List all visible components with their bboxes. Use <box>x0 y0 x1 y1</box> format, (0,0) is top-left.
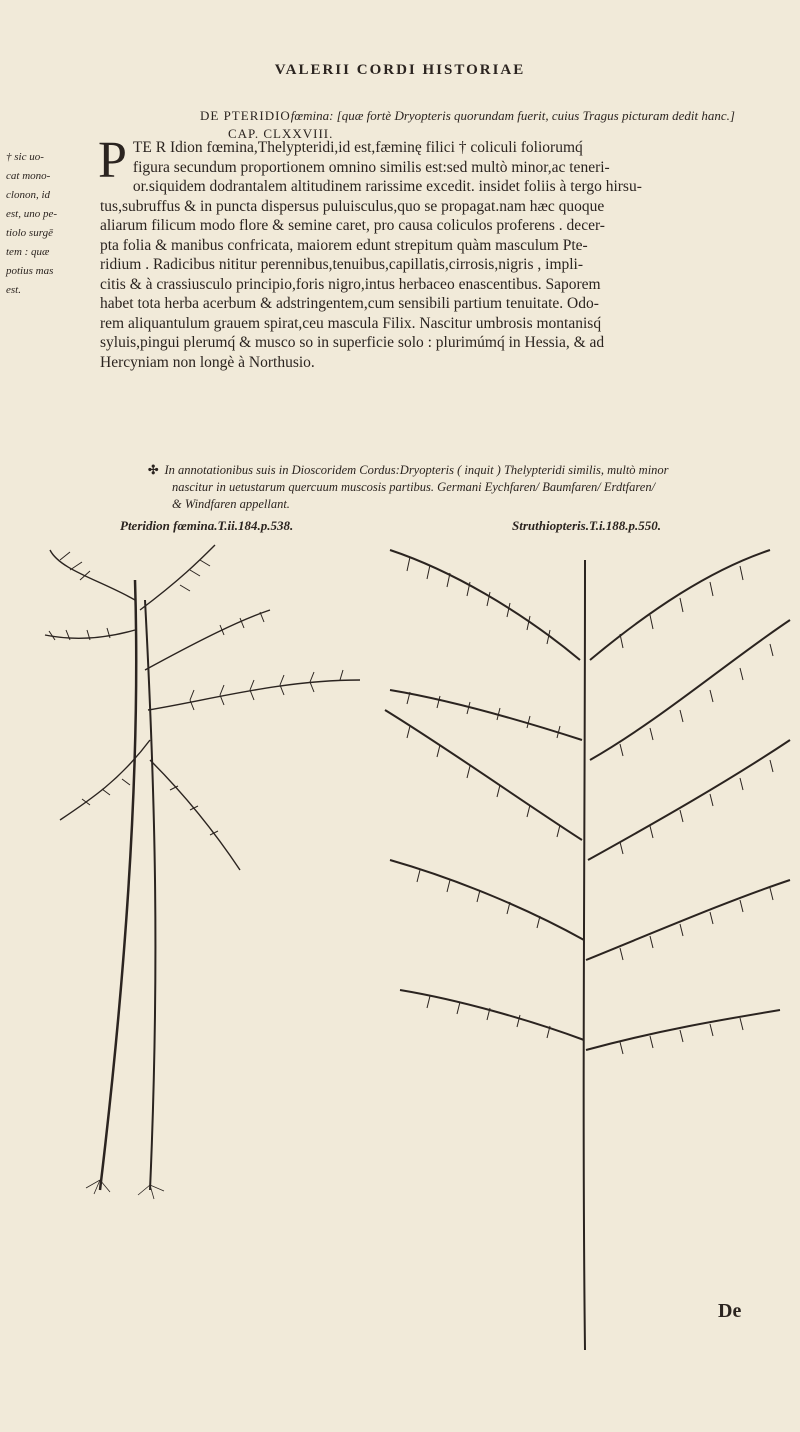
annotation-line: & Windfaren appellant. <box>172 497 290 511</box>
annotation <box>148 462 792 513</box>
margin-note-line: tem : quæ <box>6 246 50 258</box>
annotation-text: In annotationibus suis in Dioscoridem Cordus:Dryopteris ( inquit ) Thelypteridi similis, multò minor <box>164 463 669 477</box>
chapter-number: CAP. CLXXVIII. <box>228 126 334 141</box>
body-line: or.siquidem dodrantalem altitudinem rarissime excedit. insidet foliis à tergo hirsu- <box>132 178 642 195</box>
body-line: TE R Idion fœmina,Thelypteridi,id est,fæminę filici † coliculi foliorumq́ <box>132 139 583 156</box>
body-line: pta folia & manibus confricata, maiorem edunt strepitum quàm masculum Pte- <box>100 236 588 254</box>
chapter-heading-italic: fœmina: [quæ fortè Dryopteris quorundam fuerit, cuius Tragus picturam dedit hanc.] <box>290 108 735 123</box>
figure-caption-right: Struthiopteris.T.i.188.p.550. <box>512 518 662 533</box>
drop-cap: P <box>98 132 127 189</box>
margin-note-line: clonon, id <box>6 189 50 201</box>
struthiopteris-woodcut-illustration <box>370 540 795 1360</box>
pteridion-woodcut-illustration <box>40 540 420 1200</box>
body-line: aliarum filicum modo flore & semine caret, pro causa coliculos proferens . decer- <box>100 217 605 234</box>
annotation-line <box>148 462 792 479</box>
margin-note-line: potius mas <box>6 265 54 277</box>
body-line: citis & à crassiusculo principio,foris nigro,intus herbaceo enascentibus. Saporem <box>100 275 601 293</box>
body-line: syluis,pingui plerumq́ & musco so in superficie solo : plurimúmq́ in Hessia, & ad <box>100 334 605 351</box>
body-line: tus,subruffus & in puncta dispersus puluisculus,quo se propagat.nam hæc quoque <box>100 197 605 215</box>
margin-note-line: est, uno pe- <box>6 208 58 220</box>
figure-caption-left: Pteridion fœmina.T.ii.184.p.538. <box>120 518 294 533</box>
body-line: rem aliquantulum grauem spirat,ceu mascula Filix. Nascitur umbrosis montanisq́ <box>100 314 602 332</box>
margin-note-line: est. <box>6 284 21 296</box>
margin-note-line: cat mono- <box>6 170 51 182</box>
body-line: habet tota herba acerbum & adstringentem,cum sensibili partium tenuitate. Odo- <box>100 295 599 312</box>
margin-note-line: † sic uo- <box>6 151 44 163</box>
chapter-heading-lead: DE PTERIDIO <box>200 108 291 123</box>
annotation-mark: ✣ <box>148 463 159 477</box>
margin-note <box>6 148 96 300</box>
catchword: De <box>718 1300 742 1322</box>
margin-note-line: tiolo surgē <box>6 227 53 239</box>
body-line: ridium . Radicibus nititur perennibus,tenuibus,capillatis,cirrosis,nigris , impli- <box>100 256 584 273</box>
annotation-line: nascitur in uetustarum quercuum muscosis partibus. Germani Eychfaren/ Baumfaren/ Erdtfaren/ <box>172 480 656 494</box>
running-head: VALERII CORDI HISTORIAE <box>274 62 526 78</box>
body-line: figura secundum proportionem omnino similis est:sed multò minor,ac teneri- <box>132 158 610 176</box>
body-line: Hercyniam non longè à Northusio. <box>100 353 315 371</box>
